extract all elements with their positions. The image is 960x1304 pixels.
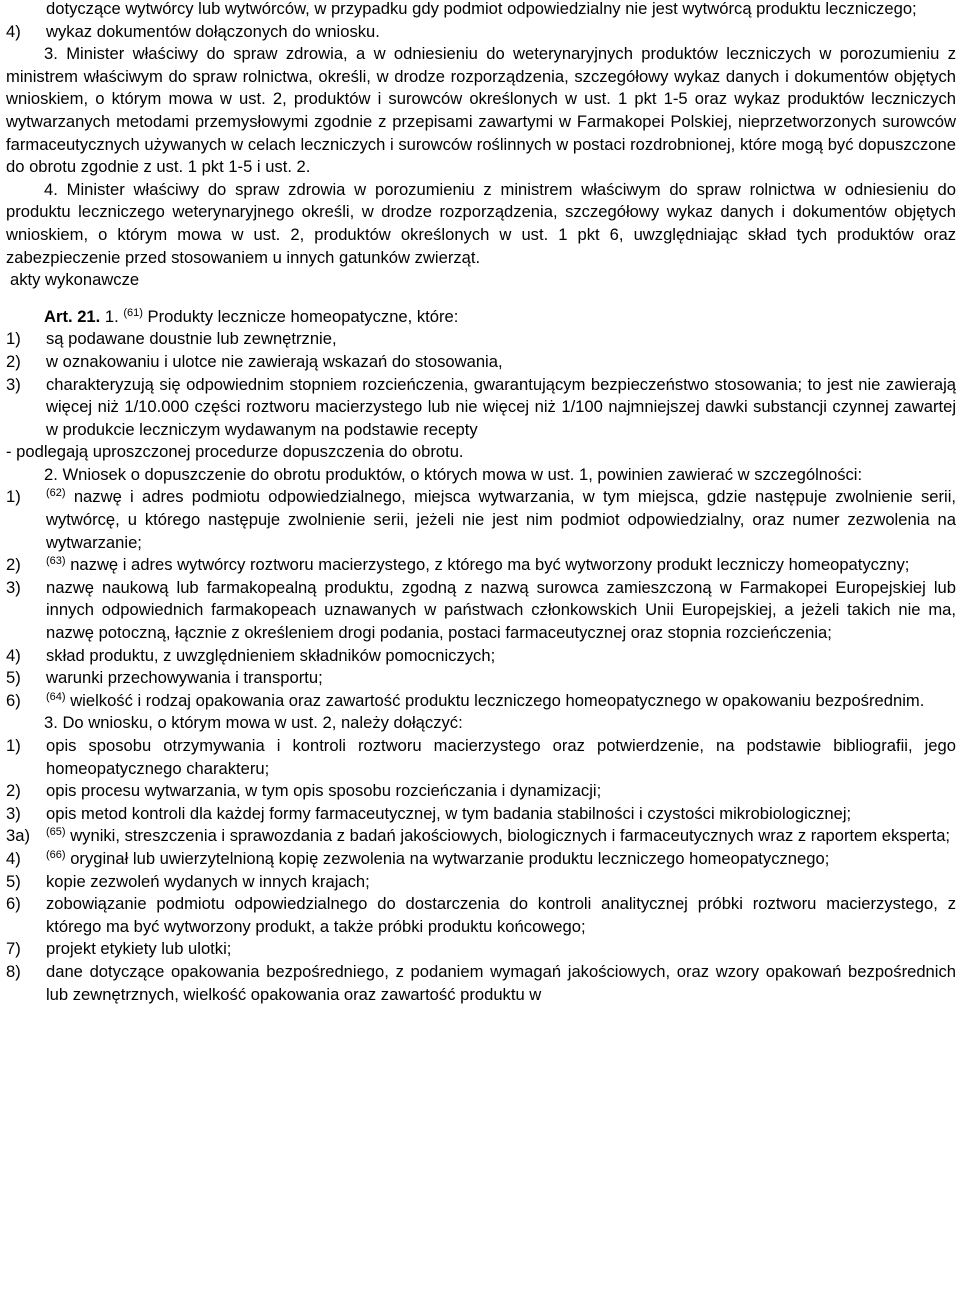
list-item [6,645,956,668]
item-number: 3) [6,577,21,597]
list-item [6,351,956,374]
item-number: 4) [6,848,21,868]
item-text: są podawane doustnie lub zewnętrznie, [46,329,337,349]
footnote-marker: (63) [46,555,66,568]
item-text: dane dotyczące opakowania bezpośredniego, z podaniem wymagań jakościowych, oraz wzory opakowań bezpośrednich lub zewnętrznych, wielkość opakowania oraz zawartość produktu w [46,961,956,1004]
item-text: nazwę naukową lub farmakopealną produktu, zgodną z nazwą surowca zamieszczoną w Farmakopei Europejskiej lub innych odpowiednich farmakopeach uznawanych w państwach członkowskich Unii Europejskiej, a jeżeli takich nie ma, nazwę potoczną, łącznie z określeniem drogi podania, postaci farmaceutycznej oraz stopnia rozcieńczenia; [46,577,956,643]
list-item [6,577,956,645]
item-number: 1) [6,329,21,349]
item-text: $^{(63)}$ nazwę i adres wytwórcy roztworu macierzystego, z którego ma być wytworzony produkt leczniczy homeopatyczny; [46,555,910,575]
item-text: opis procesu wytwarzania, w tym opis sposobu rozcieńczania i dynamizacji; [46,781,602,801]
list-item [6,961,956,1006]
footnote-marker: (66) [46,848,66,861]
item-number: 8) [6,961,21,981]
list-item [6,374,956,442]
list-item [6,803,956,826]
list-item [6,848,956,871]
item-number: 6) [6,894,21,914]
item-number: 2) [6,351,21,371]
section-2-intro: 2. Wniosek o dopuszczenie do obrotu produktów, o których mowa w ust. 1, powinien zawierać w szczególności: [44,464,863,484]
item-number: 4) [6,645,21,665]
item-text: $^{(66)}$ oryginał lub uwierzytelnioną kopię zezwolenia na wytwarzanie produktu leczniczego homeopatycznego; [46,848,830,868]
list-item [6,328,956,351]
item-text: $^{(64)}$ wielkość i rodzaj opakowania oraz zawartość produktu leczniczego homeopatycznego w opakowaniu bezpośrednim. [46,690,925,710]
item-number: 1) [6,736,21,755]
article-tail: - podlegają uproszczonej procedurze dopuszczenia do obrotu. [6,442,464,462]
footnote-marker: (64) [46,690,66,703]
item-number: 7) [6,939,21,959]
article-label: Art. 21. [44,306,101,326]
section-2-items [6,486,956,712]
item-number: 6) [6,690,21,710]
list-item [6,871,956,894]
item-text: wykaz dokumentów dołączonych do wniosku. [46,21,380,41]
item-text: warunki przechowywania i transportu; [46,668,323,688]
item-number: 2) [6,781,21,801]
list-item [6,825,956,848]
list-item [6,690,956,713]
item-text: w oznakowaniu i ulotce nie zawierają wskazań do stosowania, [46,351,503,371]
footnote-marker: (62) [46,487,66,500]
item-number: 3) [6,803,21,823]
item-text: zobowiązanie podmiotu odpowiedzialnego do dostarczenia do kontroli analitycznej próbki roztworu macierzystego, z którego ma być wytworzony produkt, a także próbki produktu końcowego; [46,894,956,936]
item-text: $^{(65)}$ wyniki, streszczenia i sprawozdania z badań jakościowych, biologicznych i farmaceutycznych wraz z raportem eksperta; [46,826,951,846]
article-21-intro [6,306,956,329]
footnote-marker: (65) [46,826,66,839]
paragraph-3: 3. Minister właściwy do spraw zdrowia, a w odniesieniu do weterynaryjnych produktów leczniczych w porozumieniu z ministrem właściwym do spraw rolnictwa, określi, w drodze rozporządzenia, szczegółowy wykaz danych i dokumentów objętych wnioskiem, o którym mowa w ust. 2, produktów i surowców określonych w ust. 1 pkt 1-5 oraz wykaz produktów leczniczych wytwarzanych metodami przemysłowymi zgodnie z przepisami zawartymi w Farmakopei Polskiej, nieprzetworzonych surowców farmaceutycznych używanych w celach leczniczych i surowców roślinnych w postaci rozdrobnionej, które mogą być dopuszczone do obrotu zgodnie z ust. 1 pkt 1-5 i ust. 2. [6,44,956,177]
list-item [6,667,956,690]
footnote-marker: (61) [123,306,143,319]
paragraph-4: 4. Minister właściwy do spraw zdrowia w porozumieniu z ministrem właściwym do spraw rolnictwa w odniesieniu do produktu leczniczego weterynaryjnego określi, w drodze rozporządzenia, szczegółowy wykaz danych i dokumentów objętych wnioskiem, o którym mowa w ust. 2, produktów określonych w ust. 1 pkt 6, uwzględniając skład tych produktów oraz zabezpieczenie przed stosowaniem u innych gatunków zwierząt. [6,179,956,267]
section-3-items [6,735,956,1006]
list-item [6,554,956,577]
item-text: opis sposobu otrzymywania i kontroli roztworu macierzystego oraz potwierdzenie, na podstawie bibliografii, jego homeopatycznego charakteru; [46,736,956,778]
item-text: opis metod kontroli dla każdej formy farmaceutycznej, w tym badania stabilności i czystości mikrobiologicznej; [46,803,852,823]
list-item [6,486,956,554]
list-item [6,780,956,803]
list-item [6,893,956,938]
list-item [6,21,956,44]
item-text: kopie zezwoleń wydanych w innych krajach; [46,871,370,891]
list-item [6,938,956,961]
item-text: charakteryzują się odpowiednim stopniem rozcieńczenia, gwarantującym bezpieczeństwo stosowania; to jest nie zawierają więcej niż 1/10.000 części roztworu macierzystego lub nie więcej niż 1/100 najmniejszej dawki substancji czynnej zawartej w produkcie leczniczym wydawanym na podstawie recepty [46,374,956,439]
document-page [6,0,956,1006]
item-number: 5) [6,668,21,688]
item-number: 4) [6,21,21,41]
article-intro-text: Produkty lecznicze homeopatyczne, które: [147,306,459,326]
executive-acts-note: akty wykonawcze [10,270,140,290]
section-3-intro: 3. Do wniosku, o którym mowa w ust. 2, należy dołączyć: [44,713,463,733]
article-items [6,328,956,441]
item-number: 1) [6,487,21,507]
article-section-number: 1. [104,306,119,326]
list-item [6,735,956,780]
continued-text: dotyczące wytwórcy lub wytwórców, w przypadku gdy podmiot odpowiedzialny nie jest wytwórcą produktu leczniczego; [46,0,917,18]
item-text: projekt etykiety lub ulotki; [46,939,232,959]
item-number: 3) [6,374,21,394]
item-number: 2) [6,555,21,575]
item-number: 5) [6,871,21,891]
item-text: skład produktu, z uwzględnieniem składników pomocniczych; [46,645,496,665]
item-text: $^{(62)}$ nazwę i adres podmiotu odpowiedzialnego, miejsca wytwarzania, w tym miejsca, gdzie następuje zwolnienie serii, wytwórcę, u którego następuje zwolnienie serii, jeżeli nie jest nim podmiot odpowiedzialny, oraz numer zezwolenia na wytwarzanie; [46,487,956,552]
item-number: 3a) [6,826,30,846]
